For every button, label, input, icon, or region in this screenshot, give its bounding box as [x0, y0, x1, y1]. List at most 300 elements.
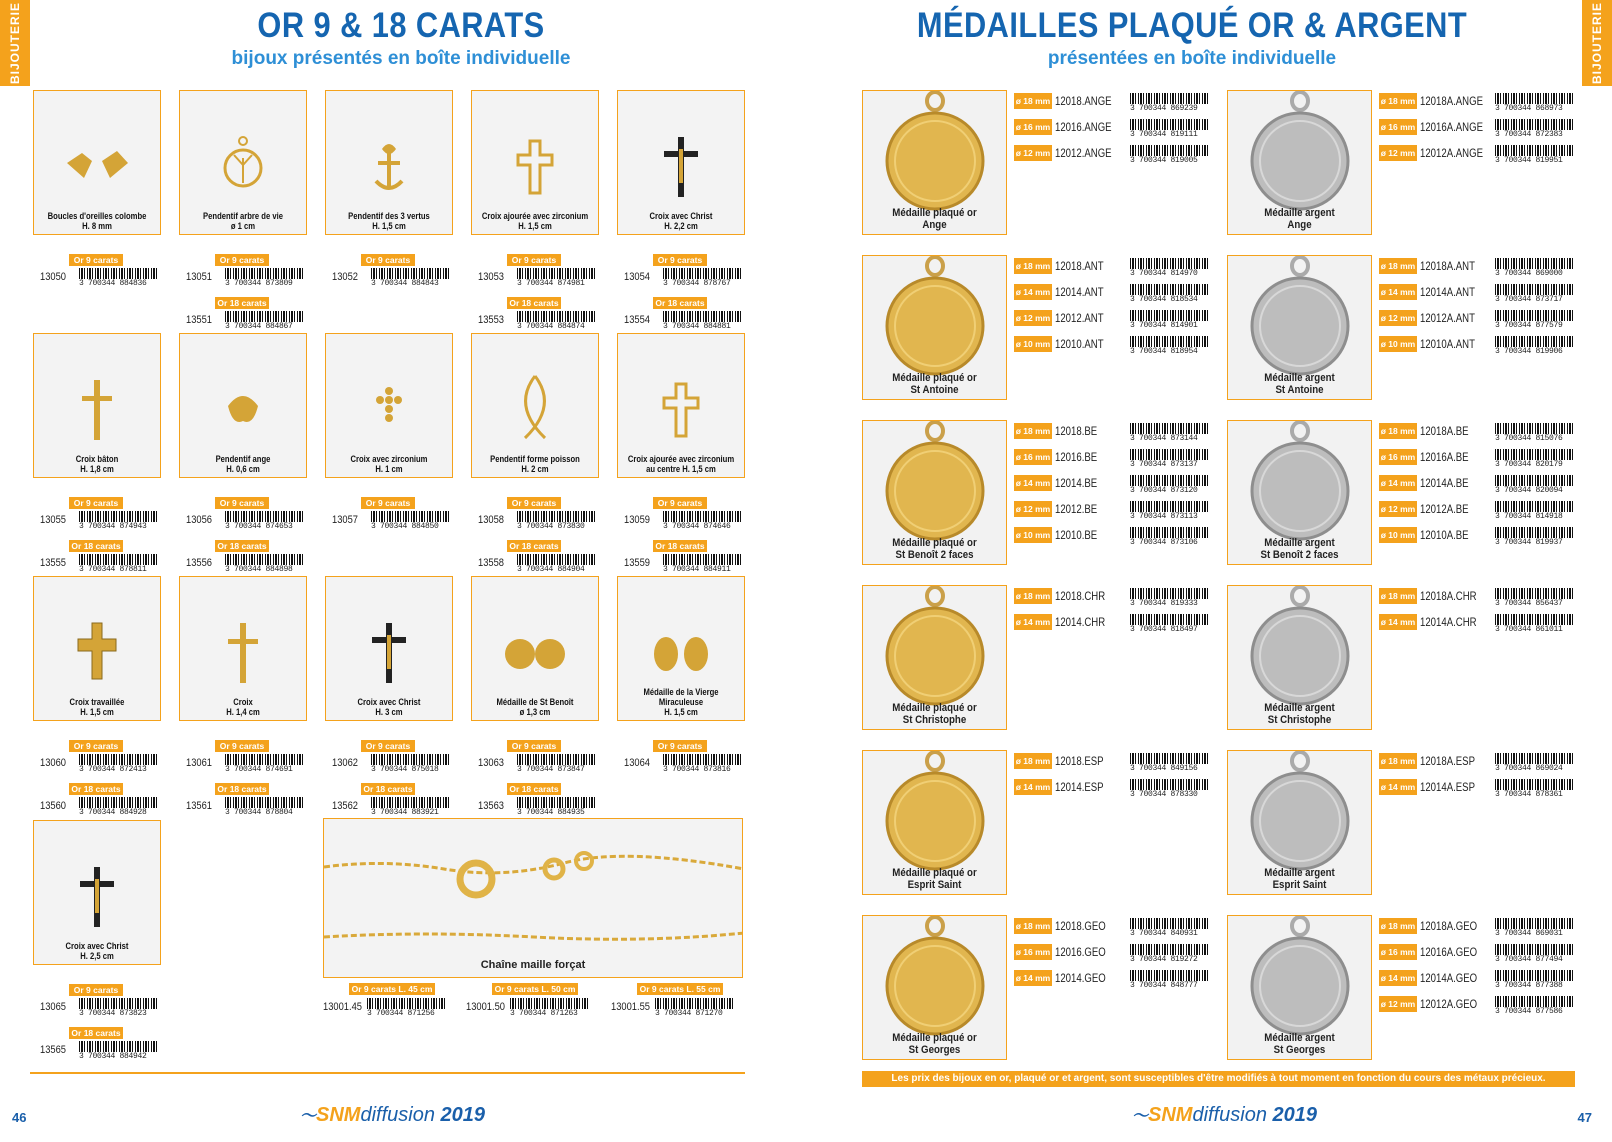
barcode-bars	[517, 754, 597, 765]
medal-card	[862, 420, 1007, 565]
medal-name: Médaille argent	[1264, 207, 1335, 219]
medal-label	[872, 207, 998, 231]
product-label	[189, 697, 296, 717]
medal-ref: 12018A.ANT	[1420, 259, 1475, 273]
diameter-badge: ø 10 mm	[1379, 527, 1417, 543]
barcode-number: 3 700344 819272	[1130, 955, 1198, 964]
barcode-bars	[1495, 944, 1575, 955]
barcode-bars	[1130, 284, 1210, 295]
product-name: Croix avec zirconium	[350, 454, 428, 464]
product-label	[189, 454, 296, 474]
barcode-number: 3 700344 818497	[1130, 625, 1198, 634]
badge-or-9: Or 9 carats	[361, 740, 415, 752]
diameter-badge: ø 12 mm	[1014, 501, 1052, 517]
medal-subject: Ange	[1287, 219, 1312, 231]
medal-icon	[863, 91, 1007, 211]
diameter-badge: ø 12 mm	[1379, 145, 1417, 161]
barcode	[663, 268, 743, 288]
product-name: Boucles d'oreilles colombe	[47, 211, 147, 221]
barcode-bars	[1495, 918, 1575, 929]
barcode	[1130, 258, 1210, 278]
barcode-bars	[1495, 449, 1575, 460]
barcode	[663, 311, 743, 331]
medal-ref: 12018.ESP	[1055, 754, 1104, 768]
barcode-number: 3 700344 873144	[1130, 434, 1198, 443]
product-ref: 13055	[40, 514, 67, 526]
barcode-number: 3 700344 861011	[1495, 625, 1563, 634]
product-name: Pendentif ange	[215, 454, 271, 464]
barcode	[517, 554, 597, 574]
medal-ref: 12018A.CHR	[1420, 589, 1477, 603]
barcode-number: 3 700344 884928	[79, 808, 147, 817]
barcode	[1130, 284, 1210, 304]
diameter-badge: ø 16 mm	[1379, 119, 1417, 135]
anchor-heart-icon	[354, 123, 424, 203]
product-ref: 13054	[624, 271, 651, 283]
medal-ref: 12012A.GEO	[1420, 997, 1478, 1011]
diameter-badge: ø 12 mm	[1379, 501, 1417, 517]
barcode-number: 3 700344 884942	[79, 1052, 147, 1061]
medal-ref: 12014A.GEO	[1420, 971, 1478, 985]
barcode	[1495, 996, 1575, 1016]
barcode	[371, 511, 451, 531]
diameter-badge: ø 12 mm	[1014, 145, 1052, 161]
badge-or-18: Or 18 carats	[215, 297, 269, 309]
barcode	[1495, 423, 1575, 443]
diameter-badge: ø 12 mm	[1379, 310, 1417, 326]
product-ref: 13563	[478, 800, 505, 812]
barcode-bars	[1130, 449, 1210, 460]
barcode-bars	[1495, 119, 1575, 130]
product-label	[335, 454, 442, 474]
medal-card	[1227, 585, 1372, 730]
open-cross-icon	[500, 123, 570, 203]
barcode-bars	[79, 268, 159, 279]
barcode	[1130, 527, 1210, 547]
medal-name: Médaille argent	[1264, 372, 1335, 384]
page-number: 46	[12, 1110, 27, 1125]
barcode-bars	[1130, 779, 1210, 790]
barcode	[1495, 501, 1575, 521]
barcode	[1130, 93, 1210, 113]
diameter-badge: ø 14 mm	[1379, 475, 1417, 491]
badge-or-9: Or 9 carats	[507, 254, 561, 266]
diameter-badge: ø 16 mm	[1379, 944, 1417, 960]
product-size: H. 1,5 cm	[372, 221, 406, 231]
barcode-bars	[1130, 588, 1210, 599]
open-cross-icon	[646, 366, 716, 446]
barcode-number: 3 700344 814901	[1130, 321, 1198, 330]
medal-name: Médaille plaqué or	[892, 537, 977, 549]
barcode	[517, 797, 597, 817]
barcode	[225, 311, 305, 331]
barcode	[517, 754, 597, 774]
product-label	[43, 211, 150, 231]
medal-icon	[1228, 91, 1372, 211]
page-title: MÉDAILLES PLAQUÉ OR & ARGENT	[916, 6, 1468, 45]
badge-or-9: Or 9 carats	[215, 740, 269, 752]
barcode	[367, 998, 447, 1018]
barcode-number: 3 700344 869024	[1495, 764, 1563, 773]
medal-icon	[863, 421, 1007, 541]
barcode-number: 3 700344 877579	[1495, 321, 1563, 330]
barcode-number: 3 700344 884843	[371, 279, 439, 288]
barcode-number: 3 700344 877586	[1495, 1007, 1563, 1016]
barcode-number: 3 700344 872413	[79, 765, 147, 774]
medal-label	[1237, 372, 1363, 396]
barcode-number: 3 700344 873717	[1495, 295, 1563, 304]
barcode-number: 3 700344 884850	[371, 522, 439, 531]
medal-ref: 12018.BE	[1055, 424, 1098, 438]
barcode-bars	[1130, 145, 1210, 156]
ornate-cross-icon	[62, 609, 132, 689]
medal-card	[862, 750, 1007, 895]
barcode-bars	[1495, 779, 1575, 790]
badge-or-18: Or 18 carats	[507, 297, 561, 309]
barcode-bars	[1130, 918, 1210, 929]
barcode-bars	[371, 754, 451, 765]
medal-label	[872, 867, 998, 891]
barcode-bars	[663, 511, 743, 522]
product-ref: 13556	[186, 557, 213, 569]
barcode-number: 3 700344 873823	[79, 1009, 147, 1018]
product-size: H. 1,8 cm	[80, 464, 114, 474]
barcode	[1130, 336, 1210, 356]
product-ref: 13555	[40, 557, 67, 569]
product-size: ø 1 cm	[230, 221, 256, 231]
barcode-number: 3 700344 871263	[510, 1009, 578, 1018]
medal-subject: St Georges	[908, 1044, 961, 1056]
barcode	[1130, 944, 1210, 964]
medal-label	[1237, 537, 1363, 561]
price-notice: Les prix des bijoux en or, plaqué or et argent, sont susceptibles d'être modifiés à tout moment en fonction du cours des métaux précieux.	[862, 1071, 1575, 1087]
diameter-badge: ø 18 mm	[1014, 423, 1052, 439]
barcode-bars	[1495, 501, 1575, 512]
medal-ref: 12018.CHR	[1055, 589, 1106, 603]
barcode	[663, 511, 743, 531]
barcode-bars	[1495, 996, 1575, 1007]
barcode-bars	[517, 554, 597, 565]
barcode	[1130, 423, 1210, 443]
barcode-bars	[1495, 284, 1575, 295]
barcode-bars	[1130, 475, 1210, 486]
product-ref: 13562	[332, 800, 359, 812]
barcode	[1130, 779, 1210, 799]
product-ref: 13059	[624, 514, 651, 526]
product-ref: 13063	[478, 757, 505, 769]
barcode-number: 3 700344 883921	[371, 808, 439, 817]
crucifix-icon	[354, 609, 424, 689]
barcode-number: 3 700344 819951	[1495, 156, 1563, 165]
cross-icon	[62, 366, 132, 446]
medal-ref: 12014.BE	[1055, 476, 1098, 490]
diameter-badge: ø 18 mm	[1014, 918, 1052, 934]
barcode-bars	[1495, 970, 1575, 981]
barcode	[225, 268, 305, 288]
product-ref: 13058	[478, 514, 505, 526]
product-label	[189, 211, 296, 231]
barcode-bars	[1495, 588, 1575, 599]
badge-or-18: Or 18 carats	[361, 783, 415, 795]
badge-or-9: Or 9 carats	[69, 254, 123, 266]
barcode	[1130, 588, 1210, 608]
product-ref: 13050	[40, 271, 67, 283]
barcode	[1495, 944, 1575, 964]
medal-card	[862, 585, 1007, 730]
section-tab: BIJOUTERIE	[0, 0, 30, 86]
medal-label	[1237, 207, 1363, 231]
product-name: Croix ajourée avec zirconium	[481, 211, 589, 221]
barcode	[79, 797, 159, 817]
barcode-number: 3 700344 869000	[1495, 269, 1563, 278]
barcode-bars	[517, 268, 597, 279]
medal-label	[872, 537, 998, 561]
barcode-number: 3 700344 874691	[225, 765, 293, 774]
barcode-number: 3 700344 819937	[1495, 538, 1563, 547]
medal-icon	[1228, 751, 1372, 871]
barcode-number: 3 700344 877388	[1495, 981, 1563, 990]
barcode-number: 3 700344 875018	[371, 765, 439, 774]
product-name: Croix bâton	[75, 454, 119, 464]
medal-ref: 12018.ANT	[1055, 259, 1104, 273]
medal-ref: 12012A.ANGE	[1420, 146, 1483, 160]
barcode	[1495, 588, 1575, 608]
badge-or-18: Or 18 carats	[653, 297, 707, 309]
diameter-badge: ø 14 mm	[1014, 779, 1052, 795]
barcode	[371, 754, 451, 774]
diameter-badge: ø 14 mm	[1379, 779, 1417, 795]
product-size: H. 8 mm	[82, 221, 112, 231]
product-size: H. 2,5 cm	[80, 951, 114, 961]
medal-ref: 12016.BE	[1055, 450, 1098, 464]
badge-or-18: Or 18 carats	[507, 540, 561, 552]
diameter-badge: ø 14 mm	[1014, 614, 1052, 630]
barcode-number: 3 700344 814918	[1495, 512, 1563, 521]
product-card	[33, 820, 161, 965]
barcode-bars	[1130, 753, 1210, 764]
badge-or-9: Or 9 carats	[361, 497, 415, 509]
barcode-number: 3 700344 884904	[517, 565, 585, 574]
product-ref: 13051	[186, 271, 213, 283]
barcode-bars	[1130, 310, 1210, 321]
brand-footer: 〜SNMdiffusion 2019	[300, 1104, 486, 1126]
medal-card	[1227, 420, 1372, 565]
chain-label: Chaîne maille forçat	[480, 959, 586, 971]
barcode	[663, 754, 743, 774]
badge-chain-length: Or 9 carats L. 50 cm	[492, 983, 578, 995]
medal-ref: 12014A.ANT	[1420, 285, 1475, 299]
barcode	[1495, 258, 1575, 278]
barcode-bars	[367, 998, 447, 1009]
diameter-badge: ø 16 mm	[1014, 944, 1052, 960]
barcode-number: 3 700344 874653	[225, 522, 293, 531]
barcode	[1495, 779, 1575, 799]
product-ref: 13052	[332, 271, 359, 283]
barcode-bars	[1495, 258, 1575, 269]
diameter-badge: ø 18 mm	[1379, 423, 1417, 439]
medal-ref: 12012A.ANT	[1420, 311, 1475, 325]
product-ref: 13056	[186, 514, 213, 526]
crucifix-icon	[646, 123, 716, 203]
medal-label	[872, 1032, 998, 1056]
barcode-number: 3 700344 877494	[1495, 955, 1563, 964]
barcode-number: 3 700344 856437	[1495, 599, 1563, 608]
badge-or-9: Or 9 carats	[361, 254, 415, 266]
oval-medal-icon	[646, 609, 716, 689]
chain-ref: 13001.55	[611, 1001, 651, 1013]
product-ref: 13057	[332, 514, 359, 526]
badge-or-18: Or 18 carats	[215, 540, 269, 552]
medal-ref: 12016A.BE	[1420, 450, 1469, 464]
badge-or-18: Or 18 carats	[69, 783, 123, 795]
barcode	[1495, 614, 1575, 634]
product-size: H. 0,6 cm	[226, 464, 260, 474]
barcode-number: 3 700344 873809	[225, 279, 293, 288]
barcode-number: 3 700344 869239	[1130, 104, 1198, 113]
product-name: Médaille de St Benoît	[496, 697, 574, 707]
barcode-number: 3 700344 871270	[655, 1009, 723, 1018]
barcode	[1495, 970, 1575, 990]
barcode	[79, 998, 159, 1018]
medal-card	[862, 90, 1007, 235]
medal-subject: Esprit Saint	[907, 879, 962, 891]
product-label	[335, 697, 442, 717]
barcode	[655, 998, 735, 1018]
medal-card	[1227, 90, 1372, 235]
barcode-number: 3 700344 848777	[1130, 981, 1198, 990]
barcode-number: 3 700344 884911	[663, 565, 731, 574]
barcode	[510, 998, 590, 1018]
product-name: Croix travaillée	[69, 697, 125, 707]
barcode	[79, 554, 159, 574]
barcode-bars	[663, 268, 743, 279]
barcode-bars	[225, 268, 305, 279]
product-ref: 13553	[478, 314, 505, 326]
medal-icon	[1228, 916, 1372, 1036]
product-card	[325, 90, 453, 235]
product-label	[627, 454, 734, 474]
product-ref: 13559	[624, 557, 651, 569]
product-size: H. 1,5 cm	[518, 221, 552, 231]
medal-icon	[1228, 256, 1372, 376]
medal-subject: St Benoît 2 faces	[1260, 549, 1339, 561]
diameter-badge: ø 12 mm	[1014, 310, 1052, 326]
barcode-bars	[371, 268, 451, 279]
barcode	[79, 1041, 159, 1061]
product-card	[325, 333, 453, 478]
medal-card	[862, 255, 1007, 400]
badge-or-9: Or 9 carats	[507, 497, 561, 509]
medal-ref: 12018.ANGE	[1055, 94, 1112, 108]
barcode-number: 3 700344 819906	[1495, 347, 1563, 356]
diameter-badge: ø 18 mm	[1014, 753, 1052, 769]
badge-or-18: Or 18 carats	[69, 540, 123, 552]
barcode-number: 3 700344 884935	[517, 808, 585, 817]
barcode-bars	[225, 311, 305, 322]
barcode-bars	[1130, 970, 1210, 981]
badge-or-9: Or 9 carats	[653, 740, 707, 752]
medal-subject: St Georges	[1273, 1044, 1326, 1056]
diameter-badge: ø 10 mm	[1014, 336, 1052, 352]
badge-chain-length: Or 9 carats L. 45 cm	[349, 983, 435, 995]
barcode-number: 3 700344 820179	[1495, 460, 1563, 469]
barcode-bars	[1130, 258, 1210, 269]
barcode	[1130, 753, 1210, 773]
badge-or-9: Or 9 carats	[69, 497, 123, 509]
barcode-bars	[1130, 336, 1210, 347]
medal-ref: 12018A.GEO	[1420, 919, 1478, 933]
barcode	[1130, 970, 1210, 990]
barcode	[1495, 918, 1575, 938]
barcode-number: 3 700344 878767	[663, 279, 731, 288]
medal-ref: 12014A.ESP	[1420, 780, 1475, 794]
barcode-number: 3 700344 818534	[1130, 295, 1198, 304]
medal-label	[872, 372, 998, 396]
product-size: H. 1,5 cm	[80, 707, 114, 717]
barcode-bars	[1495, 336, 1575, 347]
product-card	[179, 576, 307, 721]
barcode	[79, 268, 159, 288]
product-ref: 13064	[624, 757, 651, 769]
barcode-bars	[1130, 527, 1210, 538]
dove-icon	[62, 123, 132, 203]
medal-name: Médaille plaqué or	[892, 867, 977, 879]
diameter-badge: ø 10 mm	[1014, 527, 1052, 543]
barcode-bars	[663, 754, 743, 765]
medal-ref: 12018A.ESP	[1420, 754, 1475, 768]
medal-name: Médaille argent	[1264, 537, 1335, 549]
barcode	[225, 797, 305, 817]
barcode-number: 3 700344 820094	[1495, 486, 1563, 495]
medal-subject: Esprit Saint	[1272, 879, 1327, 891]
diameter-badge: ø 16 mm	[1014, 449, 1052, 465]
product-size: ø 1,3 cm	[519, 707, 551, 717]
badge-or-9: Or 9 carats	[215, 254, 269, 266]
badge-chain-length: Or 9 carats L. 55 cm	[637, 983, 723, 995]
barcode	[1495, 475, 1575, 495]
product-size: H. 1,4 cm	[226, 707, 260, 717]
barcode-bars	[517, 797, 597, 808]
barcode-number: 3 700344 884874	[517, 322, 585, 331]
product-card	[33, 90, 161, 235]
product-size: H. 1 cm	[375, 464, 403, 474]
product-name: Croix avec Christ	[649, 211, 713, 221]
barcode-bars	[1130, 93, 1210, 104]
barcode-number: 3 700344 873830	[517, 522, 585, 531]
barcode-bars	[225, 511, 305, 522]
medal-name: Médaille argent	[1264, 867, 1335, 879]
badge-or-18: Or 18 carats	[215, 783, 269, 795]
page-subtitle: bijoux présentés en boîte individuelle	[231, 48, 571, 69]
barcode-bars	[1130, 614, 1210, 625]
barcode	[225, 754, 305, 774]
diameter-badge: ø 18 mm	[1379, 918, 1417, 934]
medal-label	[1237, 702, 1363, 726]
barcode-number: 3 700344 868973	[1495, 104, 1563, 113]
medal-ref: 12014.CHR	[1055, 615, 1106, 629]
medal-card	[862, 915, 1007, 1060]
medal-ref: 12012A.BE	[1420, 502, 1469, 516]
barcode-bars	[1495, 475, 1575, 486]
barcode-number: 3 700344 818954	[1130, 347, 1198, 356]
barcode-number: 3 700344 873816	[663, 765, 731, 774]
barcode-number: 3 700344 878330	[1130, 790, 1198, 799]
medal-name: Médaille plaqué or	[892, 1032, 977, 1044]
barcode-bars	[225, 797, 305, 808]
product-ref: 13560	[40, 800, 67, 812]
product-name: Pendentif des 3 vertus	[348, 211, 430, 221]
medal-label	[1237, 867, 1363, 891]
